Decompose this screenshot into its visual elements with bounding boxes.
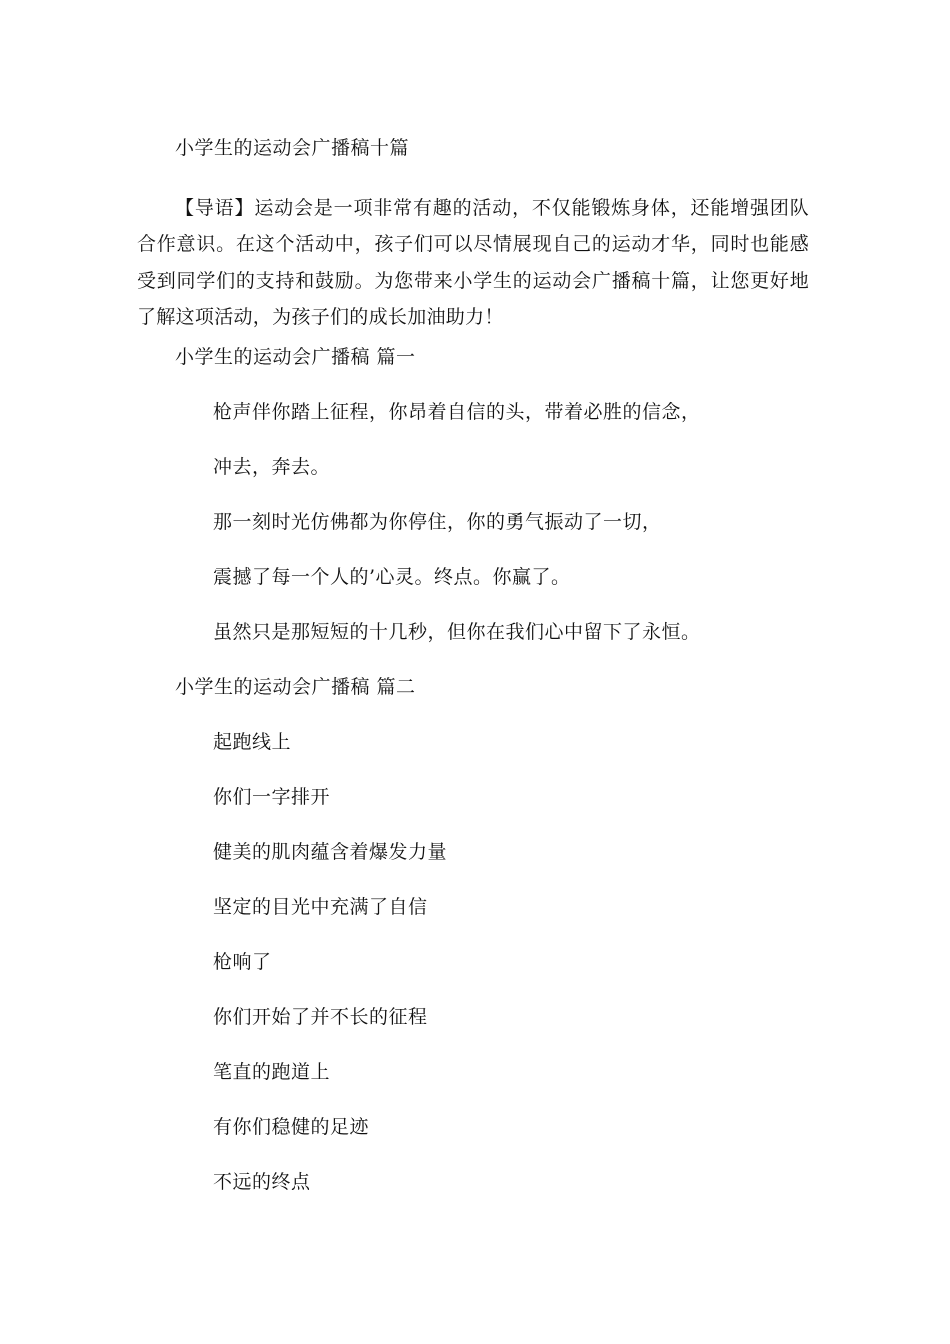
- poem-line: 坚定的目光中充满了自信: [213, 896, 428, 918]
- poem-line: 震撼了每一个人的’心灵。终点。你赢了。: [213, 566, 571, 588]
- poem-line: 不远的终点: [213, 1171, 311, 1193]
- poem-line: 那一刻时光仿佛都为你停住，你的勇气振动了一切，: [213, 511, 662, 533]
- section-heading-1: 小学生的运动会广播稿 篇一: [175, 346, 416, 368]
- poem-line: 你们开始了并不长的征程: [213, 1006, 428, 1028]
- poem-line: 笔直的跑道上: [213, 1061, 331, 1083]
- poem-line: 健美的肌肉蕴含着爆发力量: [213, 841, 448, 863]
- poem-line: 有你们稳健的足迹: [213, 1116, 370, 1138]
- poem-line: 枪响了: [213, 951, 272, 973]
- poem-line: 你们一字排开: [213, 786, 331, 808]
- document-title: 小学生的运动会广播稿十篇: [175, 137, 410, 159]
- intro-paragraph: 【导语】运动会是一项非常有趣的活动，不仅能锻炼身体，还能增强团队合作意识。在这个活动中，孩子们可以尽情展现自己的运动才华，同时也能感受到同学们的支持和鼓励。为您带来小学生的运动会广播稿十篇，让您更好地了解这项活动，为孩子们的成长加油助力！: [137, 197, 809, 328]
- poem-line: 枪声伴你踏上征程，你昂着自信的头，带着必胜的信念，: [213, 401, 701, 423]
- poem-line: 起跑线上: [213, 731, 292, 753]
- section-heading-2: 小学生的运动会广播稿 篇二: [175, 676, 416, 698]
- poem-line: 虽然只是那短短的十几秒，但你在我们心中留下了永恒。: [213, 621, 701, 643]
- poem-line: 冲去，奔去。: [213, 456, 331, 478]
